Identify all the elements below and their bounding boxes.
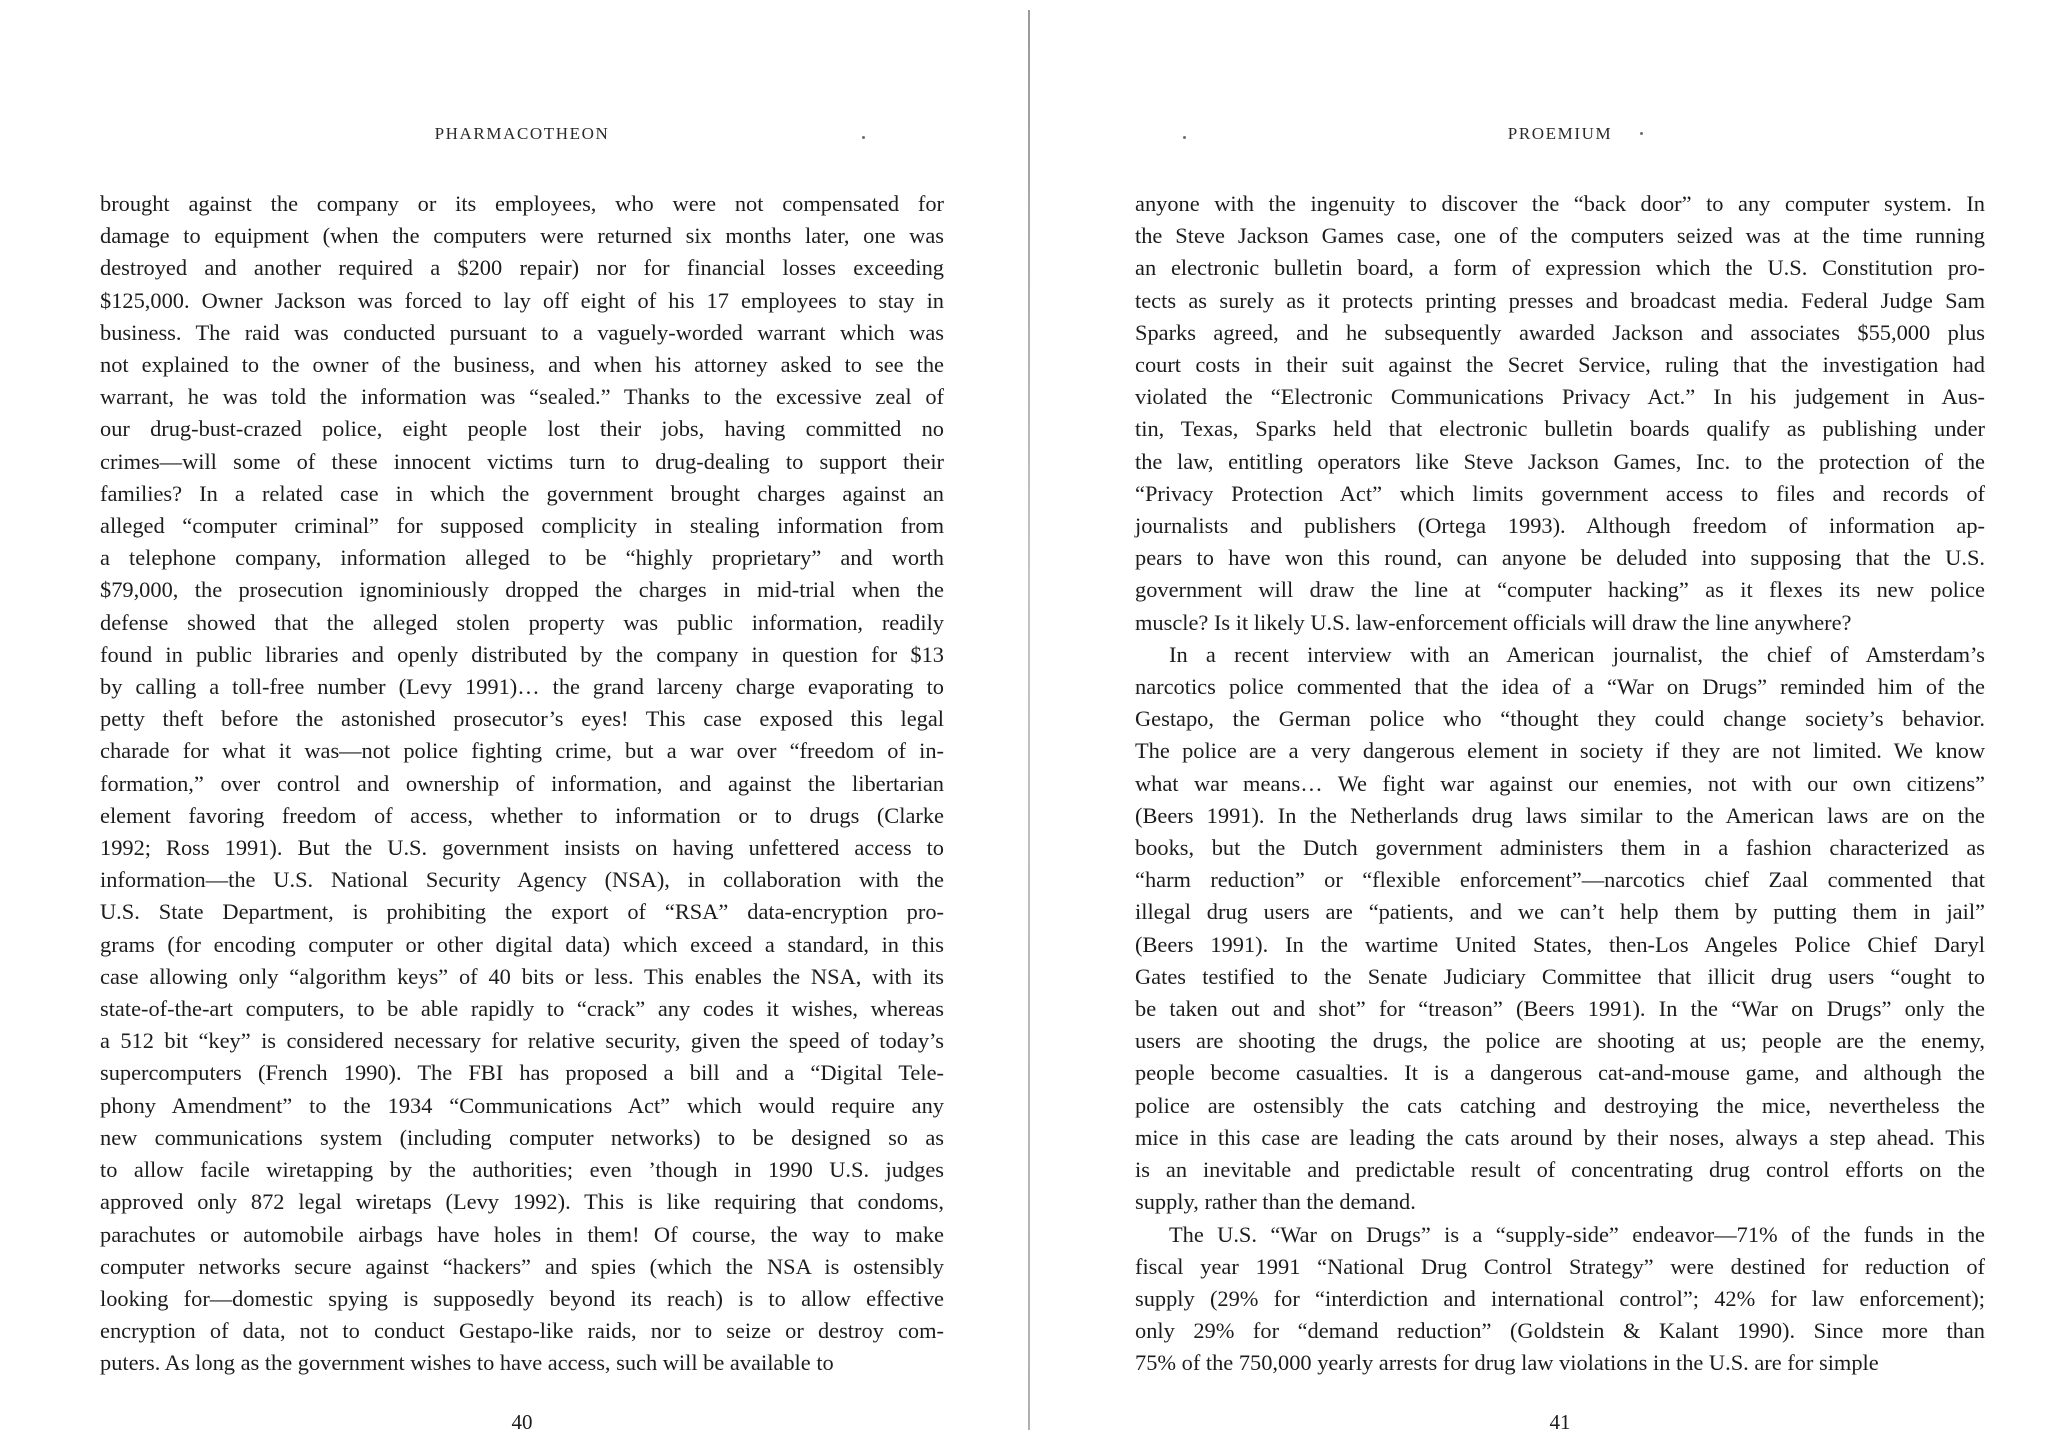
text-line: The U.S. “War on Drugs” is a “supply-side” endeavor—71% of the funds in the (1169, 1221, 1985, 1247)
text-line: alleged “computer criminal” for supposed complicity in stealing information from (100, 513, 944, 539)
running-head-left: PHARMACOTHEON (434, 124, 610, 143)
book-gutter (1028, 10, 1030, 1430)
text-line: state-of-the-art computers, to be able rapidly to “crack” any codes it wishes, whereas (100, 996, 944, 1022)
left-body-text (100, 188, 944, 1380)
text-line: new communications system (including computer networks) to be designed so as (100, 1124, 944, 1150)
text-line: narcotics police commented that the idea of a “War on Drugs” reminded him of the (1135, 674, 1985, 700)
text-line: Gestapo, the German police who “thought they could change society’s behavior. (1135, 706, 1985, 732)
text-line: an electronic bulletin board, a form of expression which the U.S. Constitution pro- (1135, 255, 1985, 281)
text-line: crimes—will some of these innocent victims turn to drug-dealing to support their (100, 448, 944, 474)
text-line: element favoring freedom of access, whether to information or to drugs (Clarke (100, 802, 944, 828)
text-line: computer networks secure against “hackers” and spies (which the NSA is ostensibly (100, 1253, 944, 1279)
text-line: petty theft before the astonished prosecutor’s eyes! This case exposed this legal (100, 706, 944, 732)
text-line: 75% of the 750,000 yearly arrests for drug law violations in the U.S. are for simple (1135, 1350, 1879, 1376)
text-line: supply, rather than the demand. (1135, 1189, 1416, 1215)
text-line: be taken out and shot” for “treason” (Beers 1991). In the “War on Drugs” only the (1135, 996, 1985, 1022)
text-line: government will draw the line at “computer hacking” as it flexes its new police (1135, 577, 1985, 603)
text-line: $125,000. Owner Jackson was forced to lay off eight of his 17 employees to stay in (100, 287, 944, 313)
text-line: the Steve Jackson Games case, one of the computers seized was at the time running (1135, 223, 1985, 249)
text-line: muscle? Is it likely U.S. law-enforcement officials will draw the line anywhere? (1135, 609, 1852, 635)
text-line: a 512 bit “key” is considered necessary for relative security, given the speed of today’s (100, 1028, 944, 1054)
text-line: is an inevitable and predictable result of concentrating drug control efforts on the (1135, 1157, 1985, 1183)
text-line: families? In a related case in which the government brought charges against an (100, 480, 944, 506)
page-number-right: 41 (1549, 1410, 1571, 1434)
text-line: what war means… We fight war against our enemies, not with our own citizens” (1135, 770, 1985, 796)
text-line: case allowing only “algorithm keys” of 40 bits or less. This enables the NSA, with its (100, 963, 944, 989)
text-line: tin, Texas, Sparks held that electronic bulletin boards qualify as publishing under (1135, 416, 1985, 442)
text-line: fiscal year 1991 “National Drug Control Strategy” were destined for reduction of (1135, 1253, 1985, 1279)
text-line: supercomputers (French 1990). The FBI has proposed a bill and a “Digital Tele- (100, 1060, 944, 1086)
text-line: information—the U.S. National Security Agency (NSA), in collaboration with the (100, 867, 944, 893)
text-line: brought against the company or its employees, who were not compensated for (100, 191, 944, 216)
text-line: our drug-bust-crazed police, eight people lost their jobs, having committed no (100, 416, 944, 442)
text-line: approved only 872 legal wiretaps (Levy 1992). This is like requiring that condoms, (100, 1189, 944, 1215)
text-line: tects as surely as it protects printing presses and broadcast media. Federal Judge Sam (1135, 287, 1985, 313)
text-line: $79,000, the prosecution ignominiously dropped the charges in mid-trial when the (100, 577, 944, 603)
text-line: business. The raid was conducted pursuant to a vaguely-worded warrant which was (100, 319, 944, 345)
text-line: journalists and publishers (Ortega 1993). Although freedom of information ap- (1135, 513, 1985, 539)
text-line: pears to have won this round, can anyone be deluded into supposing that the U.S. (1135, 545, 1985, 571)
text-line: Gates testified to the Senate Judiciary Committee that illicit drug users “ought to (1135, 963, 1985, 989)
text-line: U.S. State Department, is prohibiting the export of “RSA” data-encryption pro- (100, 899, 944, 925)
text-line: “Privacy Protection Act” which limits government access to files and records of (1135, 480, 1985, 506)
text-line: encryption of data, not to conduct Gestapo-like raids, nor to seize or destroy com- (100, 1318, 944, 1344)
text-line: puters. As long as the government wishes to have access, such will be available to (100, 1350, 834, 1376)
text-line: mice in this case are leading the cats around by their noses, always a step ahead. This (1135, 1124, 1985, 1150)
print-speck (1640, 132, 1643, 135)
text-line: supply (29% for “interdiction and international control”; 42% for law enforcement); (1135, 1285, 1985, 1311)
text-line: illegal drug users are “patients, and we can’t help them by putting them in jail” (1135, 899, 1985, 925)
print-speck (862, 136, 865, 139)
running-head-right: PROEMIUM (1507, 124, 1613, 143)
text-line: destroyed and another required a $200 repair) nor for financial losses exceeding (100, 255, 944, 281)
page-number-left: 40 (511, 1410, 533, 1434)
text-line: users are shooting the drugs, the police are shooting at us; people are the enemy, (1135, 1028, 1985, 1054)
text-line: damage to equipment (when the computers were returned six months later, one was (100, 223, 944, 249)
text-line: not explained to the owner of the business, and when his attorney asked to see the (100, 352, 944, 378)
left-page (0, 0, 1020, 1444)
text-line: books, but the Dutch government administers them in a fashion characterized as (1135, 835, 1985, 861)
text-line: parachutes or automobile airbags have holes in them! Of course, the way to make (100, 1221, 944, 1247)
text-line: warrant, he was told the information was “sealed.” Thanks to the excessive zeal of (100, 384, 944, 410)
text-line: (Beers 1991). In the Netherlands drug laws similar to the American laws are on the (1135, 802, 1985, 828)
text-line: only 29% for “demand reduction” (Goldstein & Kalant 1990). Since more than (1135, 1318, 1985, 1344)
text-line: grams (for encoding computer or other digital data) which exceed a standard, in this (100, 931, 944, 957)
text-line: court costs in their suit against the Secret Service, ruling that the investigation had (1135, 352, 1985, 378)
right-body-text (1135, 188, 1985, 1380)
text-line: “harm reduction” or “flexible enforcement”—narcotics chief Zaal commented that (1135, 867, 1985, 893)
text-line: anyone with the ingenuity to discover the “back door” to any computer system. In (1135, 191, 1985, 216)
print-speck (1183, 136, 1186, 139)
text-line: people become casualties. It is a dangerous cat-and-mouse game, and although the (1135, 1060, 1985, 1086)
text-line: defense showed that the alleged stolen property was public information, readily (100, 609, 944, 635)
text-line: charade for what it was—not police fighting crime, but a war over “freedom of in- (100, 738, 944, 764)
text-line: phony Amendment” to the 1934 “Communications Act” which would require any (100, 1092, 944, 1118)
text-line: by calling a toll-free number (Levy 1991)… the grand larceny charge evaporating to (100, 674, 944, 700)
text-line: The police are a very dangerous element in society if they are not limited. We know (1135, 738, 1985, 764)
right-page (1040, 0, 2048, 1444)
text-line: violated the “Electronic Communications Privacy Act.” In his judgement in Aus- (1135, 384, 1985, 410)
text-line: Sparks agreed, and he subsequently awarded Jackson and associates $55,000 plus (1135, 319, 1985, 345)
text-line: found in public libraries and openly distributed by the company in question for $13 (100, 641, 944, 667)
text-line: a telephone company, information alleged to be “highly proprietary” and worth (100, 545, 944, 571)
text-line: to allow facile wiretapping by the authorities; even ’though in 1990 U.S. judges (100, 1157, 944, 1183)
text-line: police are ostensibly the cats catching and destroying the mice, nevertheless the (1135, 1092, 1985, 1118)
text-line: the law, entitling operators like Steve Jackson Games, Inc. to the protection of the (1135, 448, 1985, 474)
text-line: formation,” over control and ownership of information, and against the libertarian (100, 770, 944, 796)
text-line: 1992; Ross 1991). But the U.S. government insists on having unfettered access to (100, 835, 944, 861)
text-line: (Beers 1991). In the wartime United States, then-Los Angeles Police Chief Daryl (1135, 931, 1985, 957)
text-line: looking for—domestic spying is supposedly beyond its reach) is to allow effective (100, 1285, 944, 1311)
text-line: In a recent interview with an American journalist, the chief of Amsterdam’s (1169, 641, 1985, 667)
